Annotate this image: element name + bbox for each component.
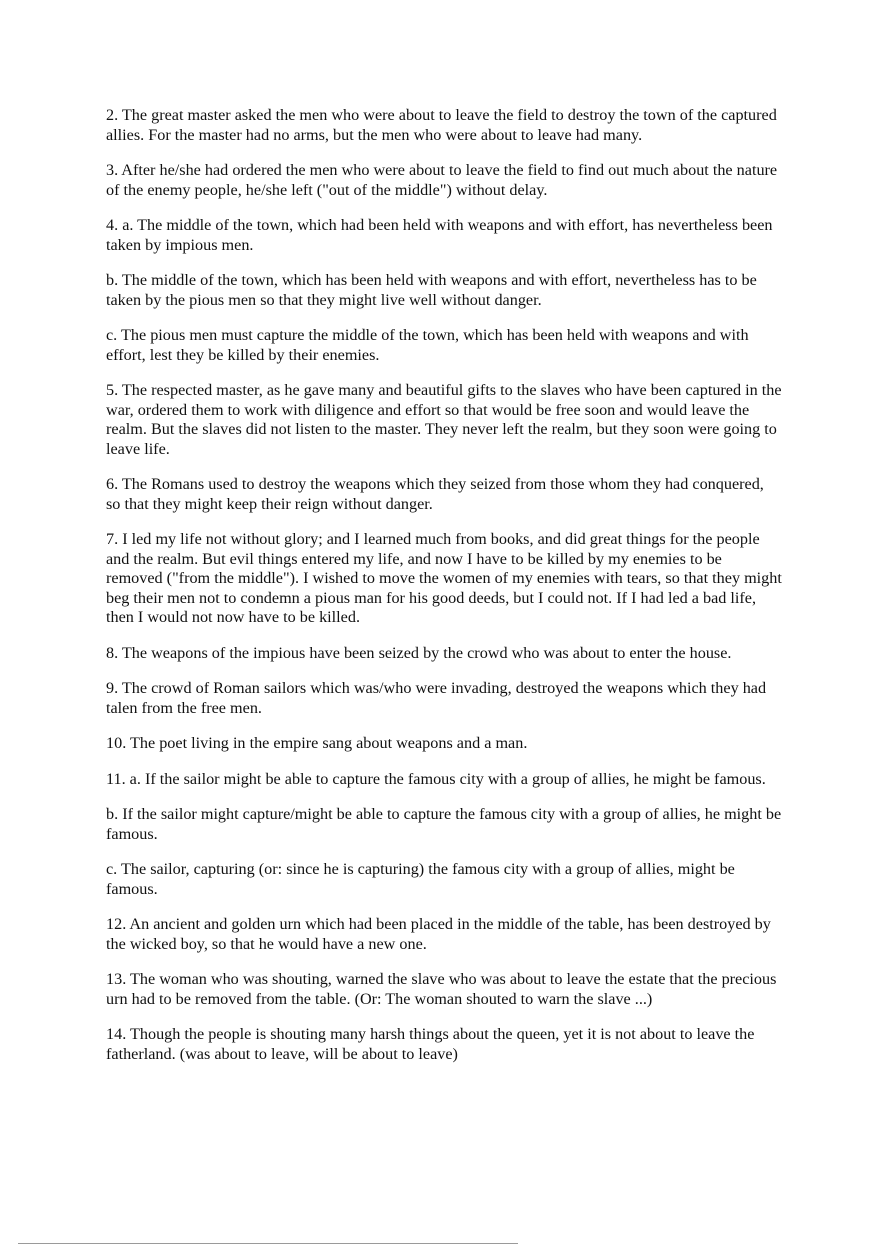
- paragraph-9: 9. The crowd of Roman sailors which was/who were invading, destroyed the weapons which they had talen from the free men.: [106, 679, 767, 717]
- paragraph-11b: b. If the sailor might capture/might be able to capture the famous city with a group of allies, he might be famous.: [106, 805, 782, 843]
- paragraph-3: 3. After he/she had ordered the men who were about to leave the field to find out much about the nature of the enemy people, he/she left ("out of the middle") without delay.: [106, 161, 778, 199]
- paragraph-11a: 11. a. If the sailor might be able to capture the famous city with a group of allies, he might be famous.: [106, 769, 766, 788]
- document-body: [106, 106, 782, 1080]
- paragraph-6: 6. The Romans used to destroy the weapons which they seized from those whom they had conquered, so that they might keep their reign without danger.: [106, 475, 764, 513]
- paragraph-4b: b. The middle of the town, which has been held with weapons and with effort, nevertheless has to be taken by the pious men so that they might live well without danger.: [106, 271, 757, 309]
- paragraph-8: 8. The weapons of the impious have been seized by the crowd who was about to enter the house.: [106, 643, 732, 662]
- paragraph-2: 2. The great master asked the men who were about to leave the field to destroy the town of the captured allies. For the master had no arms, but the men who were about to leave had many.: [106, 106, 777, 144]
- paragraph-4a: 4. a. The middle of the town, which had been held with weapons and with effort, has nevertheless been taken by impious men.: [106, 216, 773, 254]
- paragraph-7: 7. I led my life not without glory; and I learned much from books, and did great things for the people and the realm. But evil things entered my life, and now I have to be killed by my enemies to be removed ("from the middle"). I wished to move the women of my enemies with tears, so that they might beg their men not to condemn a pious man for his good deeds, but I could not. If I had led a bad life, then I would not now have to be killed.: [106, 530, 782, 626]
- paragraph-12: 12. An ancient and golden urn which had been placed in the middle of the table, has been destroyed by the wicked boy, so that he would have a new one.: [106, 915, 771, 953]
- paragraph-11c: c. The sailor, capturing (or: since he is capturing) the famous city with a group of allies, might be famous.: [106, 860, 735, 898]
- paragraph-10: 10. The poet living in the empire sang about weapons and a man.: [106, 734, 528, 752]
- paragraph-5: 5. The respected master, as he gave many and beautiful gifts to the slaves who have been captured in the war, ordered them to work with diligence and effort so that would be free soon and would leave the realm. But the slaves did not listen to the master. They never left the realm, but they soon were going to leave life.: [106, 381, 782, 458]
- paragraph-13: 13. The woman who was shouting, warned the slave who was about to leave the estate that the precious urn had to be removed from the table. (Or: The woman shouted to warn the slave ...): [106, 970, 777, 1008]
- paragraph-14: 14. Though the people is shouting many harsh things about the queen, yet it is not about to leave the fatherland. (was about to leave, will be about to leave): [106, 1025, 755, 1063]
- footer-divider: [18, 1243, 518, 1244]
- paragraph-4c: c. The pious men must capture the middle of the town, which has been held with weapons and with effort, lest they be killed by their enemies.: [106, 326, 749, 364]
